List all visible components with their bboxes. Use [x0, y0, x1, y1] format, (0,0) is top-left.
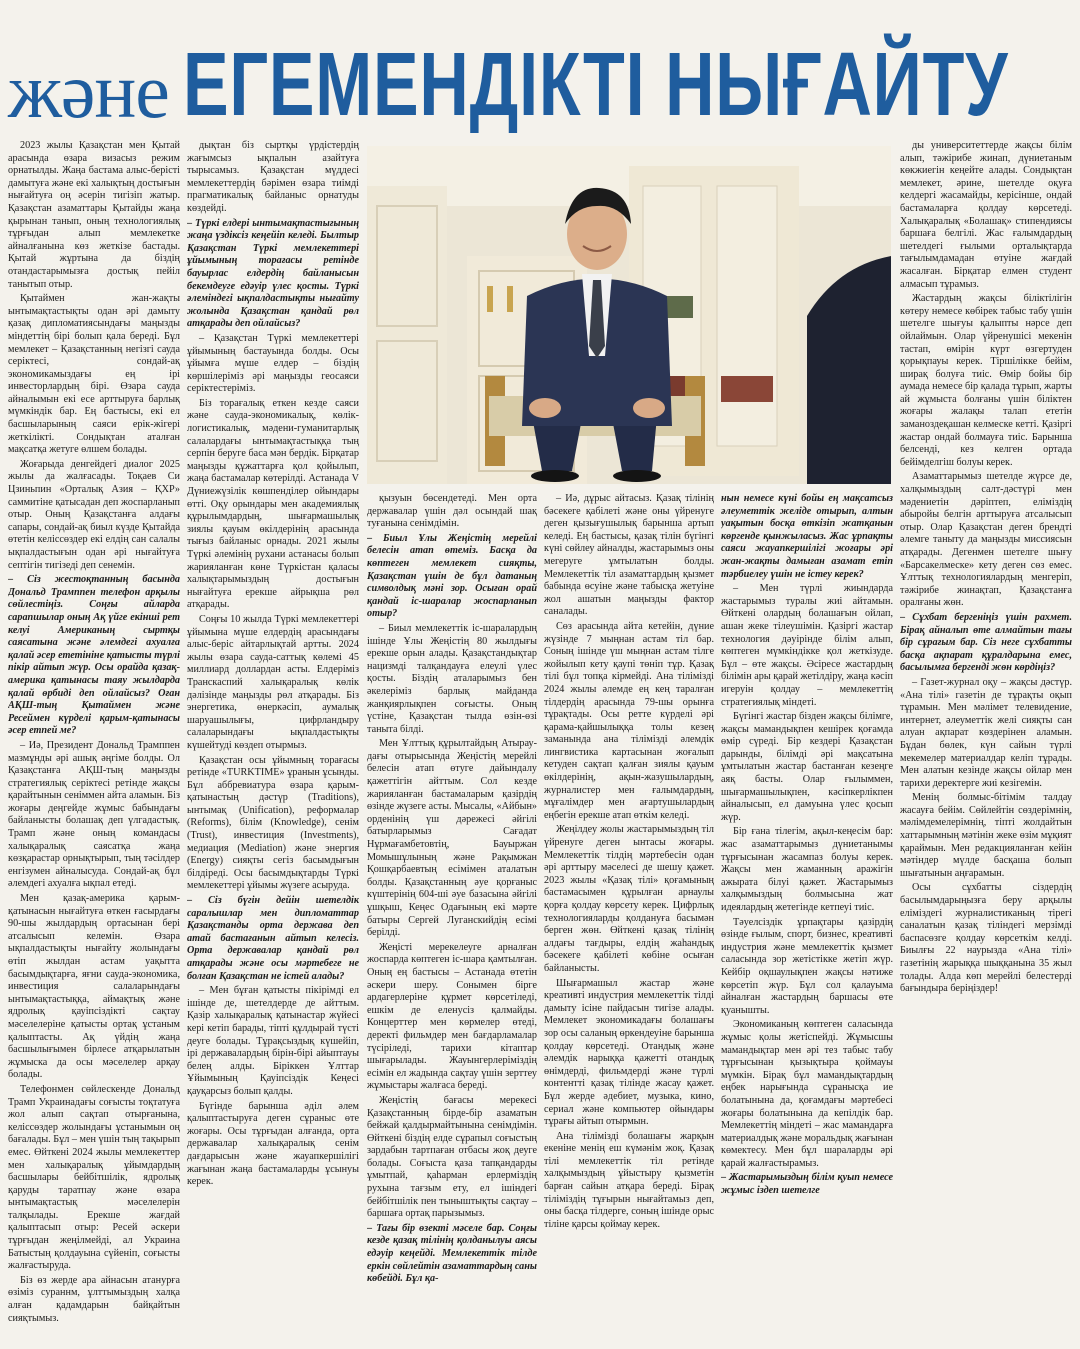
paragraph: – Иә, дұрыс айтасыз. Қазақ тілінің бәсекеге қабілеті және оны үйренуге деген қызығушылық барынша артып келеді. Ең бастысы, қазақ тілін бүгінгі күні сөйлеу айналды, жастарымыз оны мегеруге ұмтылатын болды. Мемлекеттік тіл азаматтардың қызмет бабында өсуіне және табысқа жетуіне жол ашатын маңызды фактор саналады.: [544, 493, 714, 618]
paragraph: Қазақстан осы ұйымның торағасы ретінде «TURKTIME» ұранын ұсынды. Бұл аббревиатура өзара қарым-қатынастың дәстүр (Traditions), ынтымақ (Unification), реформалар (Reforms), білім (Knowledge), сенім (Trust), инвестиция (Investments), медиация (Mediation) және энергия (Energy) сияқты сегіз басымдығын білдіреді. Осы басымдықтарды Түркі мемлекеттері ұйымы жүзеге асыруда.: [187, 754, 359, 892]
article-column-4: [544, 493, 714, 1345]
paragraph: Тәуелсіздік ұрпақтары қазірдің өзінде ғылым, спорт, бизнес, креативті индустрия және мемлекеттік қызмет саласында зор жетістікке жетіп жүр. Кейбір оқшаулықпен жақсы нәтиже көрсетіп жүр. Бұл сол қалауыма айналған жастардың баршасы өте қуанышты.: [721, 916, 893, 1016]
paragraph: Жеңілдеу жолы жастарымыздың тіл үйренуге деген ынтасы жоғары. Мемлекеттік тілдің мәртебесін одан әрі арттыру мәселесі де шешу қажет. 2023 жылы «Қазақ тілі» қоғамының бастамасымен құрылған арнаулы қорға қолдау көрсету керек. Цифрлық технологияларды қолдануға басымән берген жөн. Өйткені қазақ тілінің алдағы тағдыры, елдің жаһандық бәсекеге қабілеті көбіне осыған байланысты.: [544, 824, 714, 974]
paragraph: Соңғы 10 жылда Түркі мемлекеттері ұйымына мүше елдердің арасындағы алыс-беріс айтарлықтай артты. 2024 жылы өзара сауда-саттық көлемі 45 миллиард доллардан асты. Елдеріміз Транскаспий халықаралық көлік дәлізінде маңызды рөл атқарады. Біз энергетика, өнеркәсіп, аумалық шаруашылығы, цифрландыру салаларындағы ықпалдастықты күшейтуді көздеп отырмыз.: [187, 613, 359, 751]
paragraph: Экономиканың көптеген саласында жұмыс қолы жетіспейді. Жұмысшы мамандықтар мен әрі тез табыс табу тұрғысынан қызықтыра қоймауы мүмкін. Бірақ бұл мамандықтардың еңбек нарығында сұранысқа ие болатынына да, қоғамдағы мәртебесі жоғары болатынына да кепілдік бар. Мемлекеттің міндеті – жас мамандарға материалдық және моральдық жағынан көмектесу. Мен бұл шараларды әрі қарай жалғастырамыз.: [721, 1019, 893, 1169]
article-column-1: [8, 140, 180, 1345]
interview-question: – Сіз бүгін дейін шетелдік саралышлар мен дипломаттар Қазақстанды орта держава деп атай бастағанын айтып келесіз. Орта державалар қандай рөл атқарады және осы мәртебеге не болған Қазақстан не істей алады?: [187, 895, 359, 982]
interview-question: – Биыл Ұлы Жеңістің мерейлі белесін атап өтеміз. Басқа да көптеген мемлекет сияқты, Қазақстан үшін де бұл датаның символдық мәні зор. Осыған орай қандай іс-шаралар жоспарланып отыр?: [367, 532, 537, 620]
paragraph: Бүгінгі жастар бізден жақсы білімге, жақсы мамандықпен кешірек қоғамда өмір сүреді. Бір кездері Қазақстан дарынды, білімді әрі мақсатына ұмтылатын жастар бастанған кезеңге аяқ басты. Олар ғылыммен, шығармашылықпен, кәсіпкерлікпен айналысып, ел дамуына үлес қосып жүр.: [721, 711, 893, 823]
paragraph: Жеңісті мерекелеуге арналған жоспарда көптеген іс-шара қамтылған. Оның ең бастысы – Астанада өтетін әскери шеру. Сонымен бірге ардагерлеріне құрмет көрсетіледі, ешкім де еленусіз қалмайды. Концерттер мен көрмелер өтеді, деректі фильмдер мен бағдарламалар түсіріледі, тарихи кітаптар шығарылады. Жауынгерлеріміздің есімін ел жадында сақтау үшін зерттеу жұмыстары жалғаса береді.: [367, 941, 537, 1092]
paragraph: Бүгінде барынша әділ әлем қалыптастыруға деген сұраныс өте жоғары. Осы тұрғыдан алғанда, орта державалар халықаралық сенім дағдарысын және жауапкершілігі жағынан жаңа бастамаларды ұсынуы керек.: [187, 1100, 359, 1188]
interview-question: нын немесе күні бойы ең мақсатсыз әлеуметтік желіде отырып, алтын уақытын босқа өткізіп жатқанын көргенде қынжыласыз. Жас ұрпақты саяси жауапкершілігі жоғары әрі жан-жақты дамыған азамат етіп тәрбиелеу үшін не істеу керек?: [721, 493, 893, 580]
paragraph: Жастардың жақсы біліктілігін көтеру немесе көбірек табыс табу үшін шетелге шығуы қалыпты нәрсе деп ойлаймын. Олар үйренушісі мекенін тастап, өмірін күрт өзгертуден қорықпауы керек. Тіршілікке бейім, ширақ болуға тиіс. Өмір бойы бір аумада немесе бір қалада тұрып, жарты ай жұмыста болғаны үшін біліктен жоғары жалақы талап ететін заманоздеқашан келмеске кетті. Қазіргі жастар ондай болмауға тиіс. Барынша белсенді, кез келген ортада бейімделгіш болуы керек.: [900, 293, 1072, 468]
article-column-3: [367, 493, 537, 1345]
paragraph: Осы сұхбатты сіздердің басылымдарыңызға беру арқылы еліміздегі журналистиканың тірегі саналатын қазақ тіліндегі мерзімді баспасөзге қолдау көрсеткім келді. Биылғы 22 наурызда «Ана тілі» газетінің жарыққа шыққанына 35 жыл толады. Алда көп мерейлі белестерді бағындыра беріңіздер!: [900, 882, 1072, 995]
paragraph: қызуын бөсендетеді. Мен орта державалар үшін дәл осындай шақ туғанына сенімдімін.: [367, 493, 537, 530]
article-column-6: [900, 140, 1072, 1345]
paragraph: Жоғарыда денгейдегі диалог 2025 жылы да жалғасады. Тоқаев Си Цзиньпин «Орталық Азия – ҚХР» саммитіне қатысадан деп жоспарланып отыр. Оның Қазақстанға алдағы сапары, сондай-ақ биыл күзде Қытайда өтетін келіссөздер екі елдің сан салалы ықпалдастығын одан әрі нығайтуға септігін тигізеді деп сенемін.: [8, 458, 180, 571]
paragraph: Шығармашыл жастар және креативті индустрия мемлекеттік тілді дамыту ісіне пайдасын тигізе алады. Мемлекет экономикадағы болашағы зор осы саланың өркендеуіне барынша қолдау көрсетеді. Отандық және әлемдік нарыққа қажетті отандық өнімдерді, фильмдерді және түрлі контентті қазақ тілінде жасау қажет. Бұл жерде әдебиет, музыка, кино, сериал және компьютер ойындары тұрағы айтып отырмын.: [544, 977, 714, 1128]
interview-question: – Сұхбат бергеніңіз үшін рахмет. Бірақ айналып өте алмайтын тағы бір сұрағым бар. Сіз неге сұхбатты басқа ақпарат құралдарына емес, басылымға бергенді жөн көрдіңіз?: [900, 611, 1072, 674]
paragraph: Бір ғана тілегім, ақыл-кеңесім бар: жас азаматтарымыз дүниетанымы тұрғысынан жасампаз болуы керек. Жақсы мен жаманның аражігін ажырата білуі қажет. Жастарымыз халқымыздың болмысына жат идеялардың жетегінде кетпеуі тиіс.: [721, 826, 893, 913]
article-column-5: [721, 493, 893, 1345]
paragraph: Мен қазақ-америка қарым-қатынасын нығайтуға өткен ғасырдағы 90-шы жылдардың ортасынан бері атсалысып келемін. Өзара ықпалдастықты нығайту жолындағы өтіп жылдан астам уақытта басымдықтарға, яғни сауда-экономика, инвестиция салаларындағы ынтымақтастыққа, аймақтық және ядролық қауіпсіздікті сақтау мәселелеріне қатысты ортақ ұстаным қалыптасты. Ақ үйдің жаңа басшылығымен бірлесе атқарылатын жұмыска да осы мәселелер арқау болады.: [8, 893, 180, 1081]
interview-question: – Жастарымыздың білім қуып немесе жұмыс іздеп шетелге: [721, 1172, 893, 1197]
headline-lead: және: [8, 47, 169, 134]
paragraph: Мен Ұлттық құрылтайдың Атыраудағы отырысында Жеңістің мерейлі белесін атап өтуге дайындалу қажеттігін айттым. Сол кезде жарияланған бастамаларым қазірдің өзінде жүзеге асты. Мысалы, «Айбын» орденінің үш дәрежесі әйгілі батырларымыз Сағадат Нұрмағамбетовтің, Бауыржан Момышұлының және Рақымжан Қошқарбаевтың есімімен аталатын болды. Қазақстанның әуе қорғаныс күштерінің 604-ші әуе базасына әйгілі ұшқыш, Кеңес Одағының екі мәрте батыры Сергей Луганскийдің есімі берілді.: [367, 738, 537, 939]
paragraph: дықтан біз сыртқы үрдістердің жағымсыз ықпалын азайтуға тырысамыз. Қазақстан мүддесі мемлекеттердің бәрімен өзара тиімді прагматикалық байланыс орнатуды көздейді.: [187, 140, 359, 214]
interview-question: – Тағы бір өзекті мәселе бар. Соңғы кезде қазақ тілінің қолданылуы аясы едәуір кеңейді. Мемлекеттік тілде еркін сөйлейтін азаматтардың саны көбейді. Бұл қа-: [367, 1222, 537, 1285]
paragraph: 2023 жылы Қазақстан мен Қытай арасында өзара визасыз режим орнатылды. Жаңа бастама алыс-берісті дамытуға және екі халықтың достығын нығайтуға оң әсерін тигізіп жатыр. Қазақстан азаматтары Қытайды жаңа қырынан танып, оның технологиялық тұрғыдан алып мемлекетке айналғанына көз жеткізе бастады. Қытай жұртына да біздің отандастарымызға достық пейіл танытып отыр.: [8, 140, 180, 290]
paragraph: ды университеттерде жақсы білім алып, тәжірибе жинап, дүниетаным көкжиегін кеңейте алады. Сондықтан мемлекет, әрине, шетелде оқуға келдергі жасамайды, керісінше, ондай бастамаларға қолдау көрсетеді. Халықаралық «Болашақ» стипендиясы баршаға белгілі. Жас ғалымдардың шетелдегі ғылыми орталықтарда тағылымдамадан өтуіне жағдай жасалған. Бірқатар елмен студент алмасып тұрамыз.: [900, 140, 1072, 290]
paragraph: Ана тілімізді болашағы жарқын екеніне менің еш күмәнім жоқ. Қазақ тілі мемлекеттік тіл ретінде халқымыздың ұйыстыру қызметін барған сайын атқара береді. Бірақ тіліміздің тұғырын нығайтамыз деп, оны басқа тілдерге, соның ішінде орыс тіліне қарсы қоймау керек.: [544, 1130, 714, 1230]
paragraph: Менің болмыс-бітімім талдау жасауға бейім. Сөйлейтін сөздерімнің, мәлімдемелерімнің, тіпті жолдайтын хаттарымның мәтінін жеке өзім мұқият қараймын. Мен редакцияланған кейін мәтіндер мүлде басқаша болып шығатынын аңғарамын.: [900, 792, 1072, 879]
paragraph: Қытаймен жан-жақты ынтымақтастықты одан әрі дамыту қазақ дипломатиясындағы маңызды міндеттің бірі болып қала береді. Бұл мемлекет – Қазақстанның негізгі сауда серіктесі, сондай-ақ экономикамыздағы ең ірі инвесторлардың бірі. Өзара сауда айналымын екі есе арттыруға барлық мүмкіндік бар. Ең бастысы, екі ел басшыларының саяси ерік-жігері жеткілікті. Сондықтан аталған мақсатқа жетуге өлшем болады.: [8, 293, 180, 456]
headline-main: ЕГЕМЕНДІКТІ НЫҒАЙТУ: [182, 35, 1009, 135]
paragraph: – Мен түрлі жиындарда жастарымыз туралы жиі айтамын. Өйткені олардың болашағын ойлап, ашан жеке тілеушімін. Қазіргі жастар технология дәуірінде білім алып, көптеген мүмкіндікке қол жеткізуде. Бұл – өте жақсы. Әсіресе жастардың білімін ары қарай жетілдіру, жаңа кәсіп игеруін қолдау – мемлекеттің стратегиялық міндеті.: [721, 583, 893, 708]
interview-question: – Түркі елдері ынтымақтастығының жаңа үздіксіз кеңейіп келеді. Былтыр Қазақстан Түркі мемлекеттері ұйымының торағасы ретінде бауырлас елдердің байланысын бекемдеуге едәуір үлес қосты. Түркі әлеміндегі ықпалдастықты нығайту жолында Қазақстан қандай рөл атқарады деп ойлайсыз?: [187, 217, 359, 330]
interview-photo: [367, 146, 891, 484]
paragraph: – Қазақстан Түркі мемлекеттері ұйымының бастауында болды. Осы ұйымға мүше елдер – біздің көршілеріміз әрі маңызды геосаяси серіктестеріміз.: [187, 332, 359, 395]
paragraph: Біз торағалық еткен кезде саяси және сауда-экономикалық, көлік-логистикалық, мәдени-гуманитарлық салалардағы ынтымақтастыққа тың серпін беруге баса мән бердік. Бірқатар маңызды құжаттарға қол қойылып, жаңа бастамалар көтерілді. Астанада V Дүниежүзілік көшпенділер ойындары өтті. Оқу орындары мен академиялық құрылымдардың, шығармашылық зиялы қауым өкілдерінің арасында тығыз байланыс орнады. 2021 жылы Түркі әлемінің рухани астанасы болып жарияланған көне Түркістан қаласы халықтарымыздың достығын нығайтуға ерекше айрықша рөл атқарады.: [187, 397, 359, 611]
paragraph: Азаматтарымыз шетелде жүрсе де, халқымыздың салт-дәстүрі мен мәдениетін дәріптеп, еліміздің абыройы белгін арттыруға атсалысып отыр. Олар Қазақстан деген брендті әлемге таныту да маңызды миссиясын атқарады. Дегенмен шетелге шығу «Барсакелмеске» кету деген сөз емес. Ұлттық технологиялардың менгеріп, тәжірибе жинақтап, Қазақстанға оралғаны жөн.: [900, 471, 1072, 609]
paragraph: – Газет-журнал оқу – жақсы дәстүр. «Ана тілі» газетін де тұрақты оқып тұрамын. Мен мәлімет телевидение, интернет, әлеуметтік желі сияқты сан алуан ақпарат көздерінен аламын. Бұдан бөлек, күн сайын түрлі мекемелер материалдар келіп тұрады. Мен алатын кезінде жақсы ойлар мен тарихи деректерге жиі кезігемін.: [900, 676, 1072, 789]
paragraph: Біз өз жерде ара айнасын атанурға өзіміз сураннм, ұлттымыздың халқа алған қадамдарын байқайтын сияқтымыз.: [8, 1274, 180, 1324]
headline: [8, 30, 1072, 135]
paragraph: Телефонмен сөйлескенде Дональд Трамп Украинадағы соғысты тоқтатуға жол алып сақтап отырғанына, келіссөздер жолындағы ұстанымын оң бағалады. Бұл – мен үшін тың тақырып емес. Өйткені 2024 жылы мемлекеттер мен халықаралық ұйымдардың басшылары бейбітшілік, ядролық қаруды таратпау және өзара ынтымақтастық мәселелерін талқылады. Ерекше жағдай қалыптасып отыр: Ресей әскери тұрғыдан жеңілмейді, ал Украина Батыстың қолдауына сүйеніп, соғысты жалғастыруда.: [8, 1083, 180, 1272]
paragraph: – Мен бұған қатысты пікірімді ел ішінде де, шетелдерде де айттым. Қазір халықаралық қатынастар жүйесі кері кетіп барады, тіпті құлдырай түсті деуге болады. Тұрақсыздық күшейіп, ірі державалардың бірін-бірі айыптауы белең алды. Біріккен Ұлттар Ұйымының Қауіпсіздік Кеңесі қауқарсыз болып қалды.: [187, 985, 359, 1097]
interview-question: – Сіз жестоқтанның басында Дональд Трамппен телефон арқылы сөйлестіңіз. Соңғы айларда сарапшылар оның Ақ үйге екінші рет келуі Американың сыртқы саясатына және әлемдегі ахуалға қалай әсер ететініне қатысты түрлі пікір айтып жүр. Осы орайда қазақ-америка қатынасы таяу жылдарда қалай өрбиді деп ойлайсыз? Оған АҚШ-тың Қытаймен және Ресеймен күрделі қарым-қатынасы әсер етпей ме?: [8, 574, 180, 737]
man-in-suit-icon: [367, 146, 891, 484]
paragraph: – Биыл мемлекеттік іс-шаралардың ішінде Ұлы Жеңістің 80 жылдығы ерекше орын алады. Қазақстандықтар нацизмді талқандауға елеулі үлес қосты. Біздің аталарымыз бен әкелеріміз барлық майданда жанқиярлықпен соғысты. Оның үстіне, Қазақстан тылда өзін-өзі таныта білді.: [367, 622, 537, 735]
paragraph: Сөз арасында айта кетейін, дүние жүзінде 7 мыңнан астам тіл бар. Соның ішінде үш мыңнан астам тілге жойылып кету қаупі төніп тұр. Қазақ тілі бұл топқа кірмейді. Ана тілімізді 2024 жылы әлемде ең кең таралған тілдердің арасында 79-шы орынға тұрақтады. Осы ретте күрделі әрі қарама-қайшылыққа толы кезең заманында ана тілімізді әлемдік лингвистика картасынан жоғалып кетуден сақтап қалған зиялы қауым өкілдерінің, ақын-жазушылардың, журналистер мен ғалымдардың, мұғалімдер мен ағартушылардың еңбегін ерекше атап өткім келеді.: [544, 620, 714, 821]
article-column-2: [187, 140, 359, 1345]
paragraph: – Иә, Президент Дональд Трамппен мазмұнды әрі ашық әңгіме болды. Ол Қазақстанға АҚШ-тың маңызды стратегиялық серіктесі ретінде жақсы қарайтынын сеніммен айта аламын. Біз жоғары деңгейде жұмыс бабындағы байланысты болашақ деп үлгадастық. Трамп және оның командасы халықаралық саясатқа жаңа көзқарастар орнықтырып, тың тәсілдер енгізумен айналысуда. Сондай-ақ бұл әлемдегі ахуалға ықпал етеді.: [8, 739, 180, 890]
paragraph: Жеңістің бағасы мерекесі Қазақстанның бірде-бір азаматын бейжай қалдырмайтынына сенімдімін. Өйткені біздің елде сұрапыл соғыстың зардабын тартпаған отбасы жоқ деуге болады. Соғыста қаза тапқандарды ұмытпай, қаһарман ерлерміздің рухына тағзым ету, ел ішіндегі бейбітшілік пен тыныштықты сақтау – баршаға ортақ парызымыз.: [367, 1094, 537, 1220]
